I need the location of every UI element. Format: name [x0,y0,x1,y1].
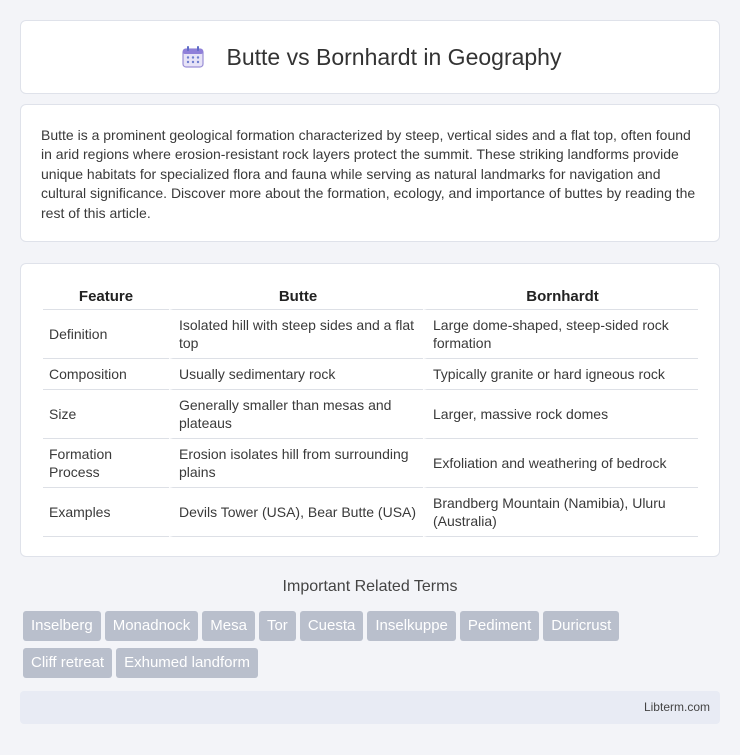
footer-link[interactable]: Libterm.com [643,700,710,714]
tag-cliff-retreat[interactable]: Cliff retreat [23,648,112,678]
table-cell: Brandberg Mountain (Namibia), Uluru (Australia) [423,488,698,537]
page-title: Butte vs Bornhardt in Geography [226,43,562,70]
table-cell: Definition [43,310,169,359]
tag-duricrust[interactable]: Duricrust [543,611,619,641]
table-row [43,439,698,488]
table-cell: Generally smaller than mesas and plateaus [169,390,423,439]
table-cell: Larger, massive rock domes [423,390,698,439]
intro-paragraph: Butte is a prominent geological formation characterized by steep, vertical sides and a flat top, often found in arid regions where erosion-resistant rock layers protect the summit. These striking landforms provide unique habitats for specialized flora and fauna while serving as natural landmarks for navigation and cultural significance. Discover more about the formation, ecology, and importance of buttes by reading the rest of this article. [41,127,696,221]
table-cell: Size [43,390,169,439]
tag-tor[interactable]: Tor [259,611,296,641]
table-header-row [43,284,698,310]
table-cell: Typically granite or hard igneous rock [423,359,698,390]
tag-mesa[interactable]: Mesa [202,611,255,641]
table-cell: Formation Process [43,439,169,488]
comparison-card [20,263,720,557]
comparison-table [43,284,698,537]
tag-monadnock[interactable]: Monadnock [105,611,199,641]
title-card [20,20,720,94]
tag-cuesta[interactable]: Cuesta [300,611,364,641]
table-cell: Isolated hill with steep sides and a flat top [169,310,423,359]
tag-pediment[interactable]: Pediment [460,611,539,641]
table-cell: Usually sedimentary rock [169,359,423,390]
table-cell: Exfoliation and weathering of bedrock [423,439,698,488]
tag-inselkuppe[interactable]: Inselkuppe [367,611,456,641]
table-cell: Large dome-shaped, steep-sided rock formation [423,310,698,359]
header-feature: Feature [43,284,169,310]
header-butte: Butte [169,284,423,310]
table-cell: Examples [43,488,169,537]
calendar-icon [179,43,207,71]
tag-inselberg[interactable]: Inselberg [23,611,101,641]
table-row [43,310,698,359]
intro-card [20,104,720,242]
table-cell: Erosion isolates hill from surrounding plains [169,439,423,488]
footer [20,691,720,724]
related-terms-title: Important Related Terms [282,578,458,595]
table-row [43,390,698,439]
related-terms-list [23,611,713,685]
table-row [43,359,698,390]
table-cell: Composition [43,359,169,390]
tag-exhumed-landform[interactable]: Exhumed landform [116,648,258,678]
table-row [43,488,698,537]
header-bornhardt: Bornhardt [423,284,698,310]
table-cell: Devils Tower (USA), Bear Butte (USA) [169,488,423,537]
